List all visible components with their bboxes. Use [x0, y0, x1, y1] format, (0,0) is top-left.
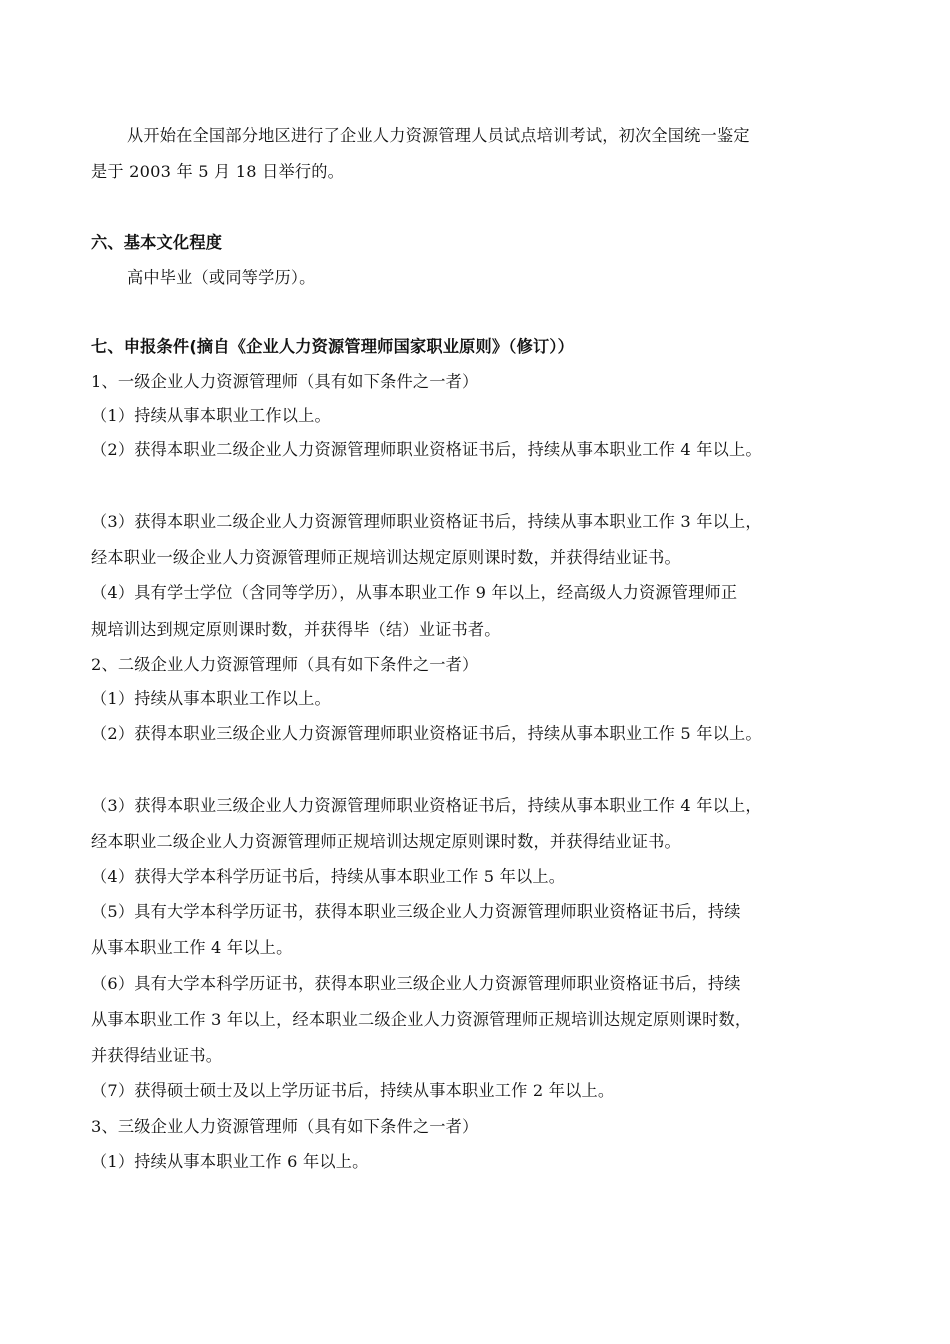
level-3-title: 3、三级企业人力资源管理师（具有如下条件之一者） — [91, 1117, 479, 1136]
intro-line-2: 是于 2003 年 5 月 18 日举行的。 — [91, 162, 345, 181]
level-1-title: 1、一级企业人力资源管理师（具有如下条件之一者） — [91, 372, 479, 391]
level-3-item: （1）持续从事本职业工作 6 年以上。 — [91, 1152, 369, 1171]
level-1-item-continued: 经本职业一级企业人力资源管理师正规培训达规定原则课时数，并获得结业证书。 — [91, 548, 681, 567]
level-1-item-continued: 规培训达到规定原则课时数，并获得毕（结）业证书者。 — [91, 620, 501, 639]
section-7-heading: 七、申报条件(摘自《企业人力资源管理师国家职业原则》（修订）） — [91, 337, 575, 356]
section-6-body: 高中毕业（或同等学历）。 — [127, 268, 316, 287]
level-1-item: （1）持续从事本职业工作以上。 — [91, 406, 331, 425]
level-2-item: （6）具有大学本科学历证书，获得本职业三级企业人力资源管理师职业资格证书后，持续 — [91, 974, 741, 993]
level-1-item: （2）获得本职业二级企业人力资源管理师职业资格证书后，持续从事本职业工作 4 年以上。 — [91, 440, 762, 459]
level-2-item-continued: 并获得结业证书。 — [91, 1046, 223, 1065]
level-2-item: （7）获得硕士硕士及以上学历证书后，持续从事本职业工作 2 年以上。 — [91, 1081, 615, 1100]
level-2-item: （5）具有大学本科学历证书，获得本职业三级企业人力资源管理师职业资格证书后，持续 — [91, 902, 741, 921]
level-2-item-continued: 从事本职业工作 4 年以上。 — [91, 938, 293, 957]
level-1-item: （4）具有学士学位（含同等学历），从事本职业工作 9 年以上，经高级人力资源管理师正 — [91, 583, 738, 602]
intro-line-1: 从开始在全国部分地区进行了企业人力资源管理人员试点培训考试，初次全国统一鉴定 — [127, 126, 750, 145]
level-2-item: （2）获得本职业三级企业人力资源管理师职业资格证书后，持续从事本职业工作 5 年以上。 — [91, 724, 762, 743]
level-1-item: （3）获得本职业二级企业人力资源管理师职业资格证书后，持续从事本职业工作 3 年以上， — [91, 512, 762, 531]
level-2-item-continued: 经本职业二级企业人力资源管理师正规培训达规定原则课时数，并获得结业证书。 — [91, 832, 681, 851]
level-2-title: 2、二级企业人力资源管理师（具有如下条件之一者） — [91, 655, 479, 674]
level-2-item: （4）获得大学本科学历证书后，持续从事本职业工作 5 年以上。 — [91, 867, 566, 886]
section-6-heading: 六、基本文化程度 — [91, 233, 223, 252]
level-2-item-continued: 从事本职业工作 3 年以上，经本职业二级企业人力资源管理师正规培训达规定原则课时数， — [91, 1010, 752, 1029]
level-2-item: （1）持续从事本职业工作以上。 — [91, 689, 331, 708]
level-2-item: （3）获得本职业三级企业人力资源管理师职业资格证书后，持续从事本职业工作 4 年以上， — [91, 796, 762, 815]
